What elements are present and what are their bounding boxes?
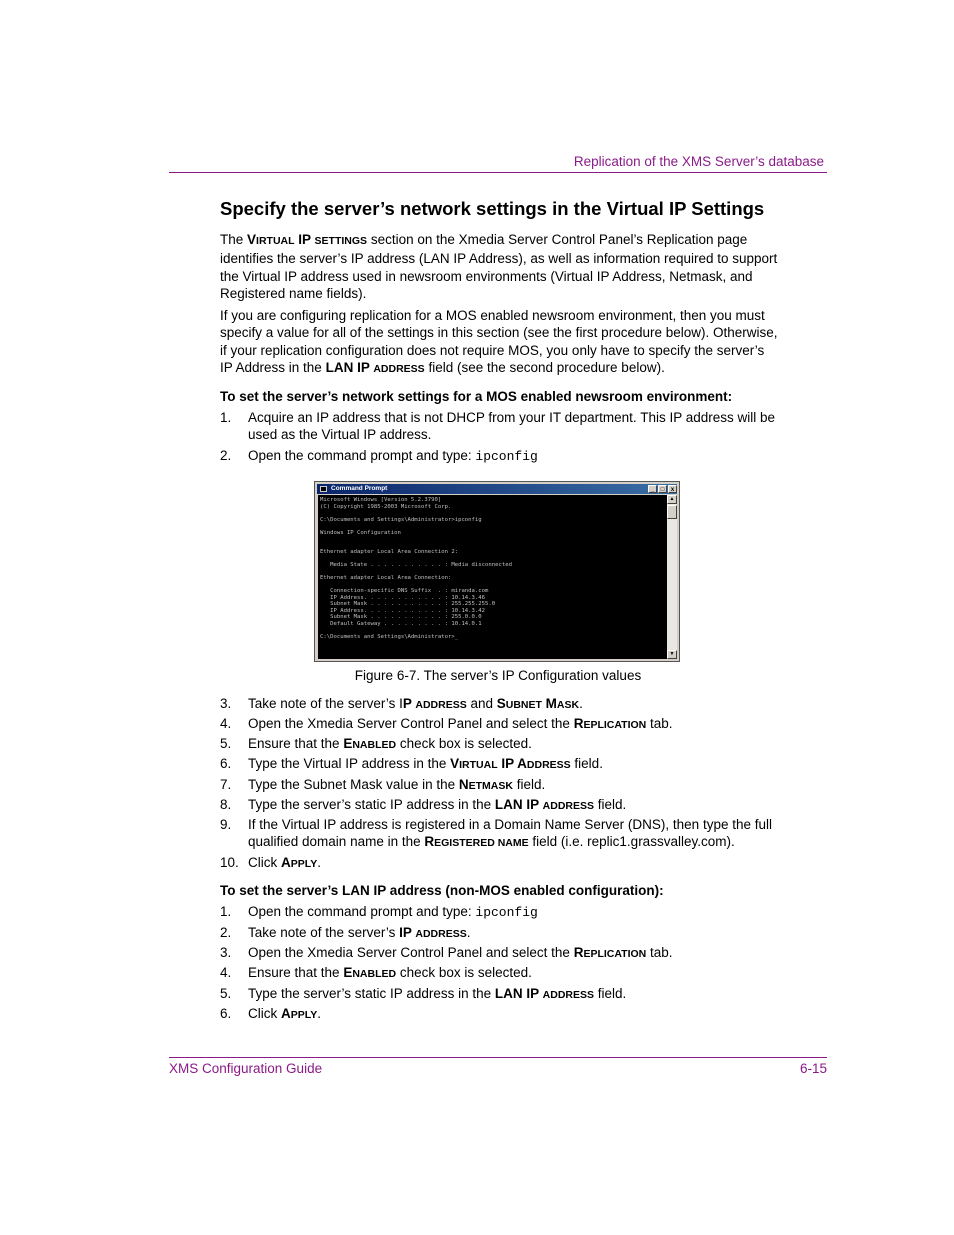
procedure-1-step-5: 5. Ensure that the ENABLED check box is selected. xyxy=(220,736,532,751)
window-titlebar xyxy=(317,484,677,494)
maximize-button: □ xyxy=(658,485,667,493)
scroll-down-icon: ▼ xyxy=(667,650,677,659)
intro-paragraph-1: The VIRTUAL IP SETTINGS section on the Xmedia Server Control Panel’s Replication page identifies the server’s IP address (LAN IP Address), as well as information required to support the Virtual IP address used in newsroom environments (Virtual IP Address, Netmask, and Registered name fields). xyxy=(220,232,778,301)
scroll-thumb xyxy=(667,505,677,519)
footer-guide-title: XMS Configuration Guide xyxy=(169,1061,323,1076)
header-title: Replication of the XMS Server’s database xyxy=(573,154,824,169)
vertical-scrollbar xyxy=(667,495,677,659)
minimize-button: _ xyxy=(648,485,657,493)
procedure-1-step-6: 6. Type the Virtual IP address in the VIRTUAL IP ADDRESS field. xyxy=(220,756,603,771)
procedure-2-step-3: 3. Open the Xmedia Server Control Panel and select the REPLICATION tab. xyxy=(220,945,673,960)
intro-paragraph-2: If you are configuring replication for a MOS enabled newsroom environment, then you must specify a value for all of the settings in this section (see the first procedure below). Otherwise, if your replication configuration does not require MOS, you only have to specify the server’s IP Address in the LAN IP ADDRESS field (see the second procedure below). xyxy=(220,308,778,375)
procedure-1-step-8: 8. Type the server’s static IP address in the LAN IP ADDRESS field. xyxy=(220,797,627,812)
procedure-1-step-3: 3. Take note of the server’s IP ADDRESS and SUBNET MASK. xyxy=(220,696,583,711)
window-title: Command Prompt xyxy=(331,485,388,492)
console-text: Microsoft Windows [Version 5.2.3790] (C) Copyright 1985-2003 Microsoft Corp. C:\Documents and Settings\Administrator>ipconfig Windows IP Configuration Ethernet adapter Local Area Connection 2: Media State . . . . . . . . . . . : Media disconnected Ethernet adapter Local Area Connection: Connection-specific DNS Suffix . : miranda.com IP Address. . . . . . . . . . . . : 10.14.3.46 Subnet Mask . . . . . . . . . . . : 255.255.255.0 IP Address. . . . . . . . . . . . : 10.14.3.42 Subnet Mask . . . . . . . . . . . : 255.0.0.0 Default Gateway . . . . . . . . . : 10.14.0.1 C:\Documents and Settings\Administrator>_ xyxy=(320,497,512,640)
console-output xyxy=(318,495,668,659)
procedure-1-step-9: 9. If the Virtual IP address is registered in a Domain Name Server (DNS), then type the full qualified domain name in the REGISTERED NAME field (i.e. replic1.grassvalley.com). xyxy=(220,817,772,850)
procedure-2-heading: To set the server’s LAN IP address (non-MOS enabled configuration): xyxy=(220,883,664,898)
section-title: Specify the server’s network settings in the Virtual IP Settings xyxy=(220,198,765,219)
procedure-1-step-7: 7. Type the Subnet Mask value in the NETMASK field. xyxy=(220,777,546,792)
procedure-1-step-1: 1. Acquire an IP address that is not DHCP from your IT department. This IP address will be used as the Virtual IP address. xyxy=(220,410,776,443)
command-prompt-screenshot xyxy=(314,481,680,662)
close-button: x xyxy=(668,485,677,493)
procedure-1-step-10: 10. Click APPLY. xyxy=(220,855,321,870)
procedure-2-step-6: 6. Click APPLY. xyxy=(220,1006,321,1021)
footer-page-number: 6-15 xyxy=(799,1061,827,1076)
console-icon xyxy=(320,486,327,492)
procedure-2-step-1: 1. Open the command prompt and type: ipconfig xyxy=(220,904,538,920)
procedure-2-step-5: 5. Type the server’s static IP address in the LAN IP ADDRESS field. xyxy=(220,986,627,1001)
figure-caption: Figure 6-7. The server’s IP Configuration values xyxy=(354,668,642,683)
running-footer xyxy=(169,1057,827,1078)
scroll-up-icon: ▲ xyxy=(667,495,677,504)
procedure-2-step-2: 2. Take note of the server’s IP ADDRESS. xyxy=(220,925,471,940)
procedure-1-step-4: 4. Open the Xmedia Server Control Panel and select the REPLICATION tab. xyxy=(220,716,673,731)
procedure-1-heading: To set the server’s network settings for a MOS enabled newsroom environment: xyxy=(220,389,733,404)
procedure-2-step-4: 4. Ensure that the ENABLED check box is selected. xyxy=(220,965,532,980)
running-header xyxy=(169,154,827,173)
procedure-1-step-2: 2. Open the command prompt and type: ipconfig xyxy=(220,448,538,464)
